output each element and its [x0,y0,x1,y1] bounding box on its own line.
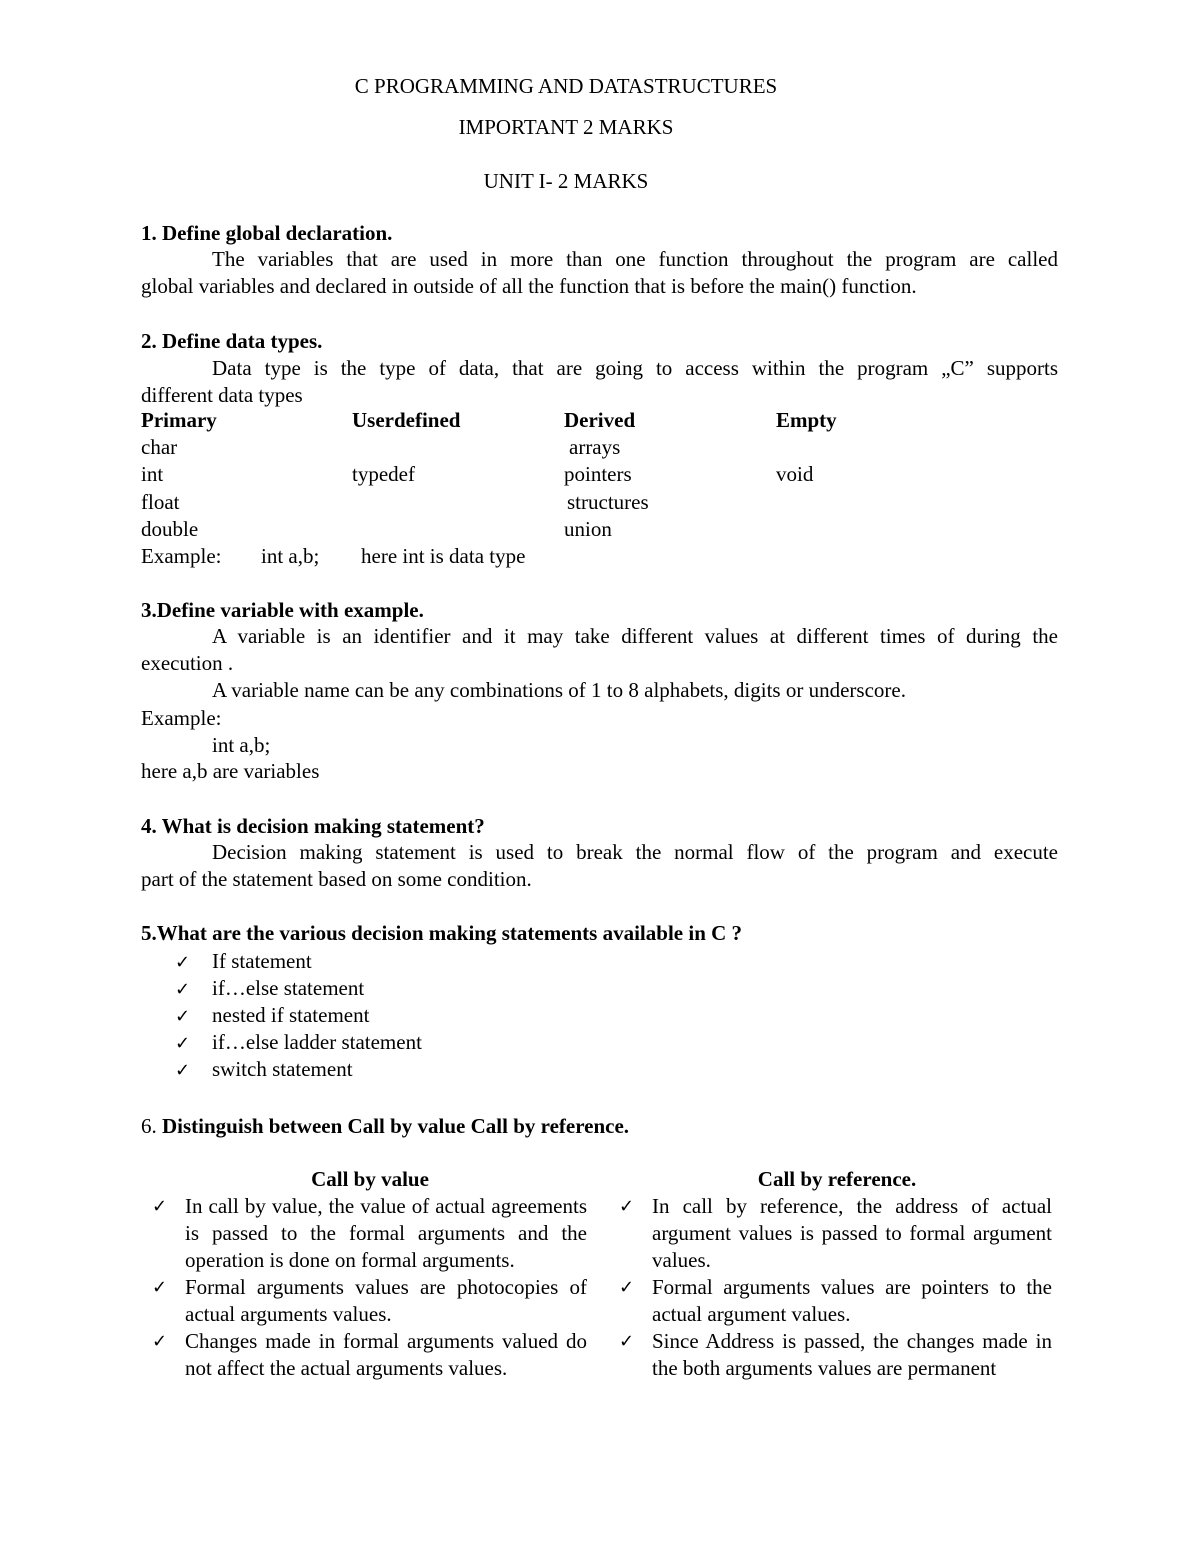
list-item [175,1056,422,1083]
list-item [175,948,422,975]
list-item-label: Changes made in formal arguments valued do not affect the actual arguments values. [185,1329,587,1380]
call-by-value-heading: Call by value [311,1167,429,1191]
list-item-label: Since Address is passed, the changes made in the both arguments values are permanent [652,1329,1052,1380]
question-2: 2. Define data types. [141,329,323,353]
question-6-number: 6. [141,1114,157,1138]
checkmark-icon: ✓ [175,1006,191,1027]
checkmark-icon: ✓ [152,1331,168,1352]
table-header-derived: Derived [564,408,636,432]
course-title: C PROGRAMMING AND DATASTRUCTURES [354,74,778,98]
table-cell-userdefined: typedef [352,462,415,486]
answer-4-line-2: part of the statement based on some condition. [141,867,532,891]
answer-4-line-1: Decision making statement is used to break the normal flow of the program and execute [212,840,1058,864]
list-item-label: if…else ladder statement [212,1030,422,1054]
list-item-label: In call by reference, the address of actual argument values is passed to formal argument values. [652,1194,1052,1272]
checkmark-icon: ✓ [175,979,191,1000]
question-1: 1. Define global declaration. [141,221,393,245]
checkmark-icon: ✓ [152,1196,168,1217]
list-item [152,1193,587,1274]
list-item [619,1274,1052,1328]
example-code: int a,b; [261,544,320,568]
example-label: Example: [141,544,222,568]
list-item [175,975,422,1002]
list-item-label: In call by value, the value of actual agreements is passed to the formal arguments and the operation is done on formal arguments. [185,1194,587,1272]
table-cell-empty: void [776,462,814,486]
question-3: 3.Define variable with example. [141,598,424,622]
checkmark-icon: ✓ [175,952,191,973]
example-note: here a,b are variables [141,759,320,783]
checkmark-icon: ✓ [619,1331,635,1352]
checkmark-icon: ✓ [619,1277,635,1298]
list-item [152,1328,587,1382]
document-subtitle: IMPORTANT 2 MARKS [458,115,674,139]
table-cell-derived: arrays [569,435,621,459]
table-cell-derived: structures [567,490,649,514]
unit-title: UNIT I- 2 MARKS [483,169,649,193]
table-cell-primary: int [141,462,164,486]
example-code: int a,b; [212,733,271,757]
call-by-reference-list [619,1193,1052,1382]
example-label: Example: [141,706,222,730]
list-item-label: If statement [212,949,312,973]
question-4: 4. What is decision making statement? [141,814,485,838]
table-header-empty: Empty [776,408,837,432]
list-item [175,1002,422,1029]
list-item-label: switch statement [212,1057,353,1081]
list-item-label: if…else statement [212,976,365,1000]
table-header-userdefined: Userdefined [352,408,461,432]
table-cell-primary: double [141,517,199,541]
example-note: here int is data type [361,544,526,568]
answer-1-line-2: global variables and declared in outside of all the function that is before the main() function. [141,274,917,298]
list-item-label: Formal arguments values are photocopies of actual arguments values. [185,1275,587,1326]
call-by-reference-heading: Call by reference. [757,1167,917,1191]
checkmark-icon: ✓ [175,1033,191,1054]
table-cell-derived: pointers [564,462,632,486]
list-item [175,1029,422,1056]
list-item [619,1328,1052,1382]
list-item [619,1193,1052,1274]
answer-3-line-1: A variable is an identifier and it may take different values at different times of during the [212,624,1058,648]
call-by-value-list [152,1193,587,1382]
question-5: 5.What are the various decision making statements available in C ? [141,921,743,945]
checkmark-icon: ✓ [619,1196,635,1217]
question-6-text: Distinguish between Call by value Call by reference. [162,1114,630,1138]
decision-statements-list [175,948,422,1083]
answer-3-line-3: A variable name can be any combinations of 1 to 8 alphabets, digits or underscore. [212,678,906,702]
table-cell-derived: union [564,517,612,541]
table-cell-primary: float [141,490,180,514]
table-cell-primary: char [141,435,178,459]
answer-1-line-1: The variables that are used in more than one function throughout the program are called [212,247,1058,271]
checkmark-icon: ✓ [152,1277,168,1298]
list-item-label: nested if statement [212,1003,370,1027]
list-item [152,1274,587,1328]
table-header-primary: Primary [141,408,217,432]
question-6 [141,1113,629,1140]
answer-3-line-2: execution . [141,651,234,675]
answer-2-line-2: different data types [141,383,303,407]
answer-2-line-1: Data type is the type of data, that are going to access within the program „C” supports [212,356,1058,380]
list-item-label: Formal arguments values are pointers to the actual argument values. [652,1275,1052,1326]
checkmark-icon: ✓ [175,1060,191,1081]
